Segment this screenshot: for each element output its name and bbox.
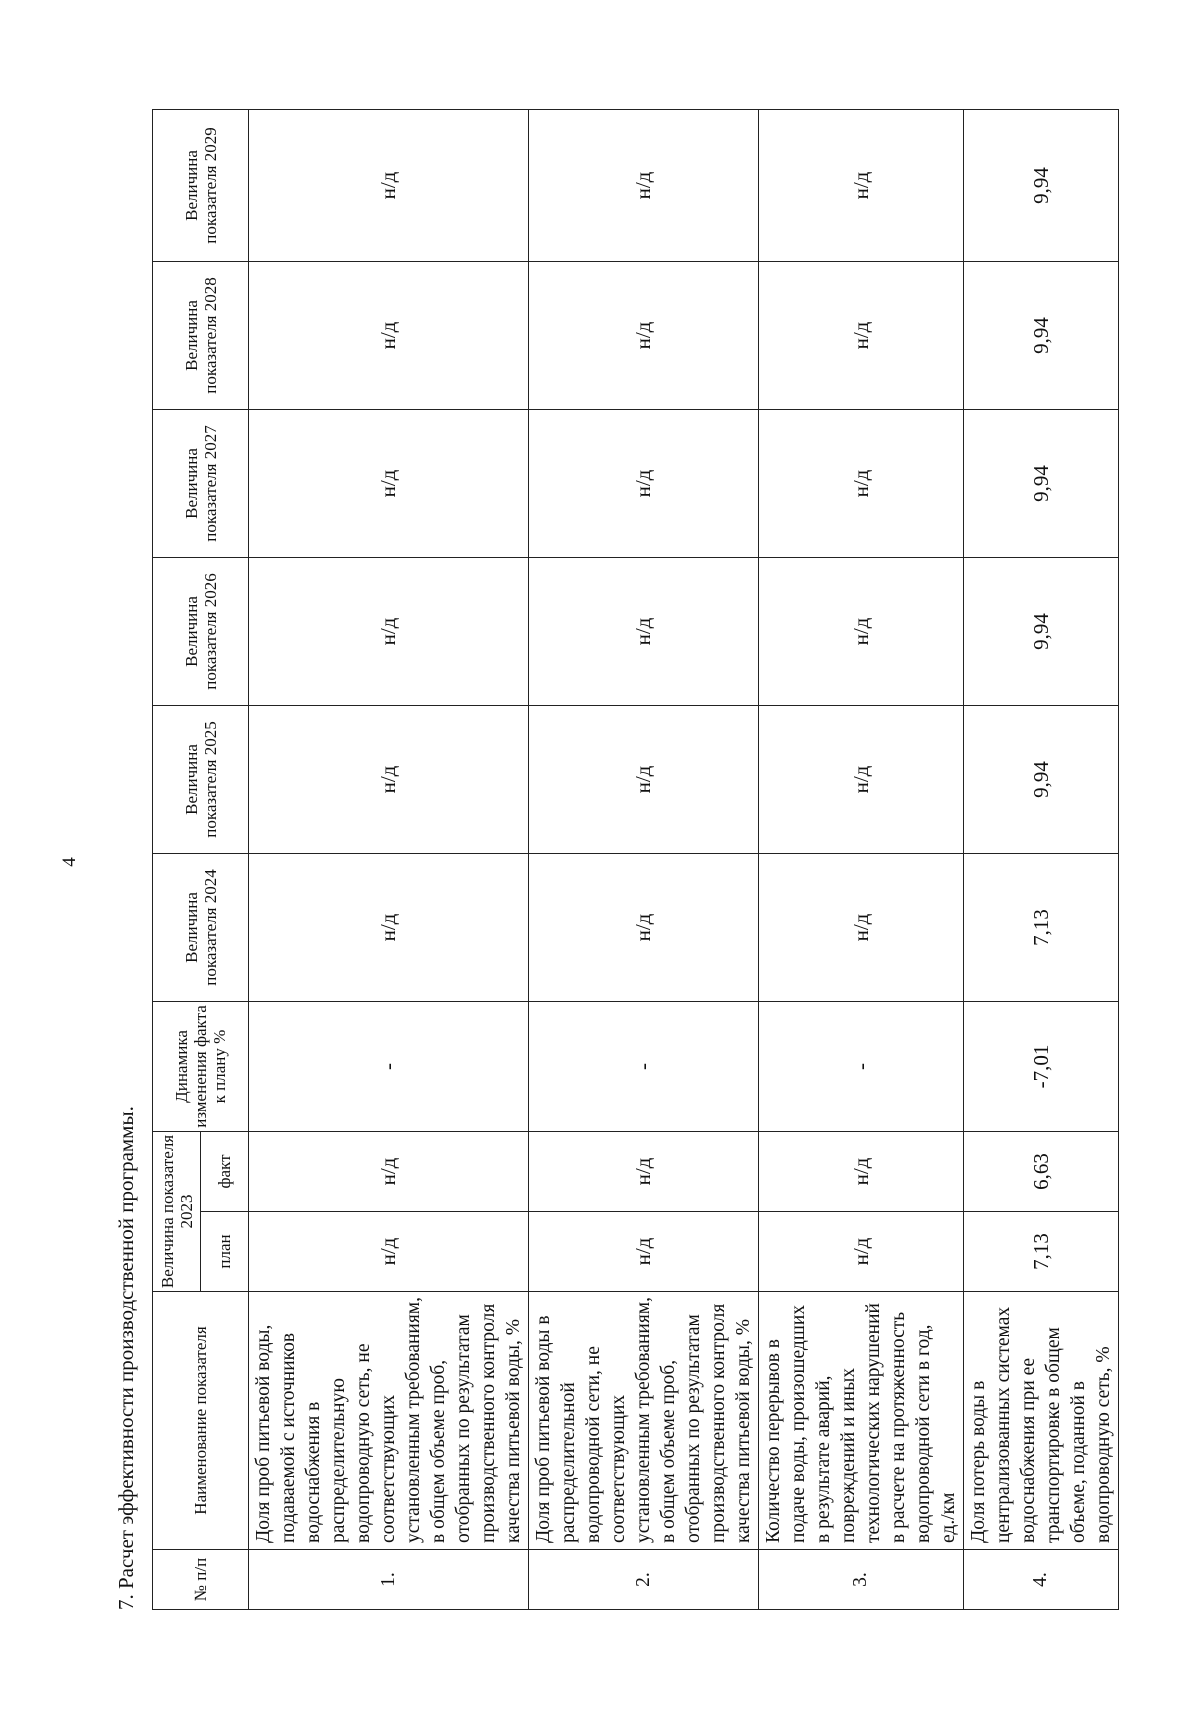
value-2027: н/д [529, 410, 759, 558]
fact-value: н/д [759, 1132, 964, 1212]
value-2025: н/д [759, 706, 964, 854]
table-row [964, 110, 1119, 1610]
header-year-2027: Величина показателя 2027 [153, 410, 249, 558]
value-2029: н/д [529, 110, 759, 262]
value-2026: н/д [249, 558, 529, 706]
header-dynamics: Динамика изменения факта к плану % [153, 1002, 249, 1132]
indicators-table [152, 109, 1119, 1610]
dynamics-value: - [249, 1002, 529, 1132]
value-2025: 9,94 [964, 706, 1119, 854]
row-number: 4. [964, 1550, 1119, 1610]
plan-value: н/д [249, 1212, 529, 1292]
page-number: 4 [59, 857, 80, 867]
dynamics-value: - [529, 1002, 759, 1132]
row-number: 2. [529, 1550, 759, 1610]
value-2027: н/д [759, 410, 964, 558]
value-2029: н/д [759, 110, 964, 262]
indicator-name: Доля проб питьевой воды, подаваемой с источников водоснабжения в распределительную водопроводную сеть, не соответствующих установленным требованиям, в общем объеме проб, отобранных по результатам производственного контроля качества питьевой воды, % [249, 1292, 529, 1550]
dynamics-value: -7,01 [964, 1002, 1119, 1132]
header-year-2025: Величина показателя 2025 [153, 706, 249, 854]
value-2028: 9,94 [964, 262, 1119, 410]
section-title: 7. Расчет эффективности производственной программы. [114, 1106, 138, 1610]
header-year-2029: Величина показателя 2029 [153, 110, 249, 262]
row-number: 1. [249, 1550, 529, 1610]
value-2024: н/д [759, 854, 964, 1002]
value-2027: н/д [249, 410, 529, 558]
dynamics-value: - [759, 1002, 964, 1132]
header-plan: план [201, 1212, 249, 1292]
value-2025: н/д [249, 706, 529, 854]
value-2029: н/д [249, 110, 529, 262]
indicator-name: Доля потерь воды в централизованных системах водоснабжения при ее транспортировке в общем объеме, поданной в водопроводную сеть, % [964, 1292, 1119, 1550]
row-number: 3. [759, 1550, 964, 1610]
value-2024: н/д [529, 854, 759, 1002]
header-row [153, 110, 201, 1610]
value-2026: 9,94 [964, 558, 1119, 706]
value-2029: 9,94 [964, 110, 1119, 262]
header-year-2024: Величина показателя 2024 [153, 854, 249, 1002]
value-2025: н/д [529, 706, 759, 854]
header-year-2026: Величина показателя 2026 [153, 558, 249, 706]
value-2026: н/д [759, 558, 964, 706]
indicator-name: Доля проб питьевой воды в распределительной водопроводной сети, не соответствующих установленным требованиям, в общем объеме проб, отобранных по результатам производственного контроля качества питьевой воды, % [529, 1292, 759, 1550]
fact-value: н/д [249, 1132, 529, 1212]
value-2028: н/д [529, 262, 759, 410]
table-row [529, 110, 759, 1610]
fact-value: 6,63 [964, 1132, 1119, 1212]
value-2024: 7,13 [964, 854, 1119, 1002]
value-2028: н/д [249, 262, 529, 410]
value-2026: н/д [529, 558, 759, 706]
plan-value: 7,13 [964, 1212, 1119, 1292]
value-2024: н/д [249, 854, 529, 1002]
value-2028: н/д [759, 262, 964, 410]
header-value-2023: Величина показателя 2023 [153, 1132, 201, 1292]
indicator-name: Количество перерывов в подаче воды, произошедших в результате аварий, повреждений и иных технологических нарушений в расчете на протяженность водопроводной сети в год, ед./км [759, 1292, 964, 1550]
header-fact: факт [201, 1132, 249, 1212]
table-row [759, 110, 964, 1610]
table-row [249, 110, 529, 1610]
plan-value: н/д [759, 1212, 964, 1292]
plan-value: н/д [529, 1212, 759, 1292]
fact-value: н/д [529, 1132, 759, 1212]
rotated-page-content [100, 110, 1114, 1610]
value-2027: 9,94 [964, 410, 1119, 558]
header-year-2028: Величина показателя 2028 [153, 262, 249, 410]
header-num: № п/п [153, 1550, 249, 1610]
header-name: Наименование показателя [153, 1292, 249, 1550]
